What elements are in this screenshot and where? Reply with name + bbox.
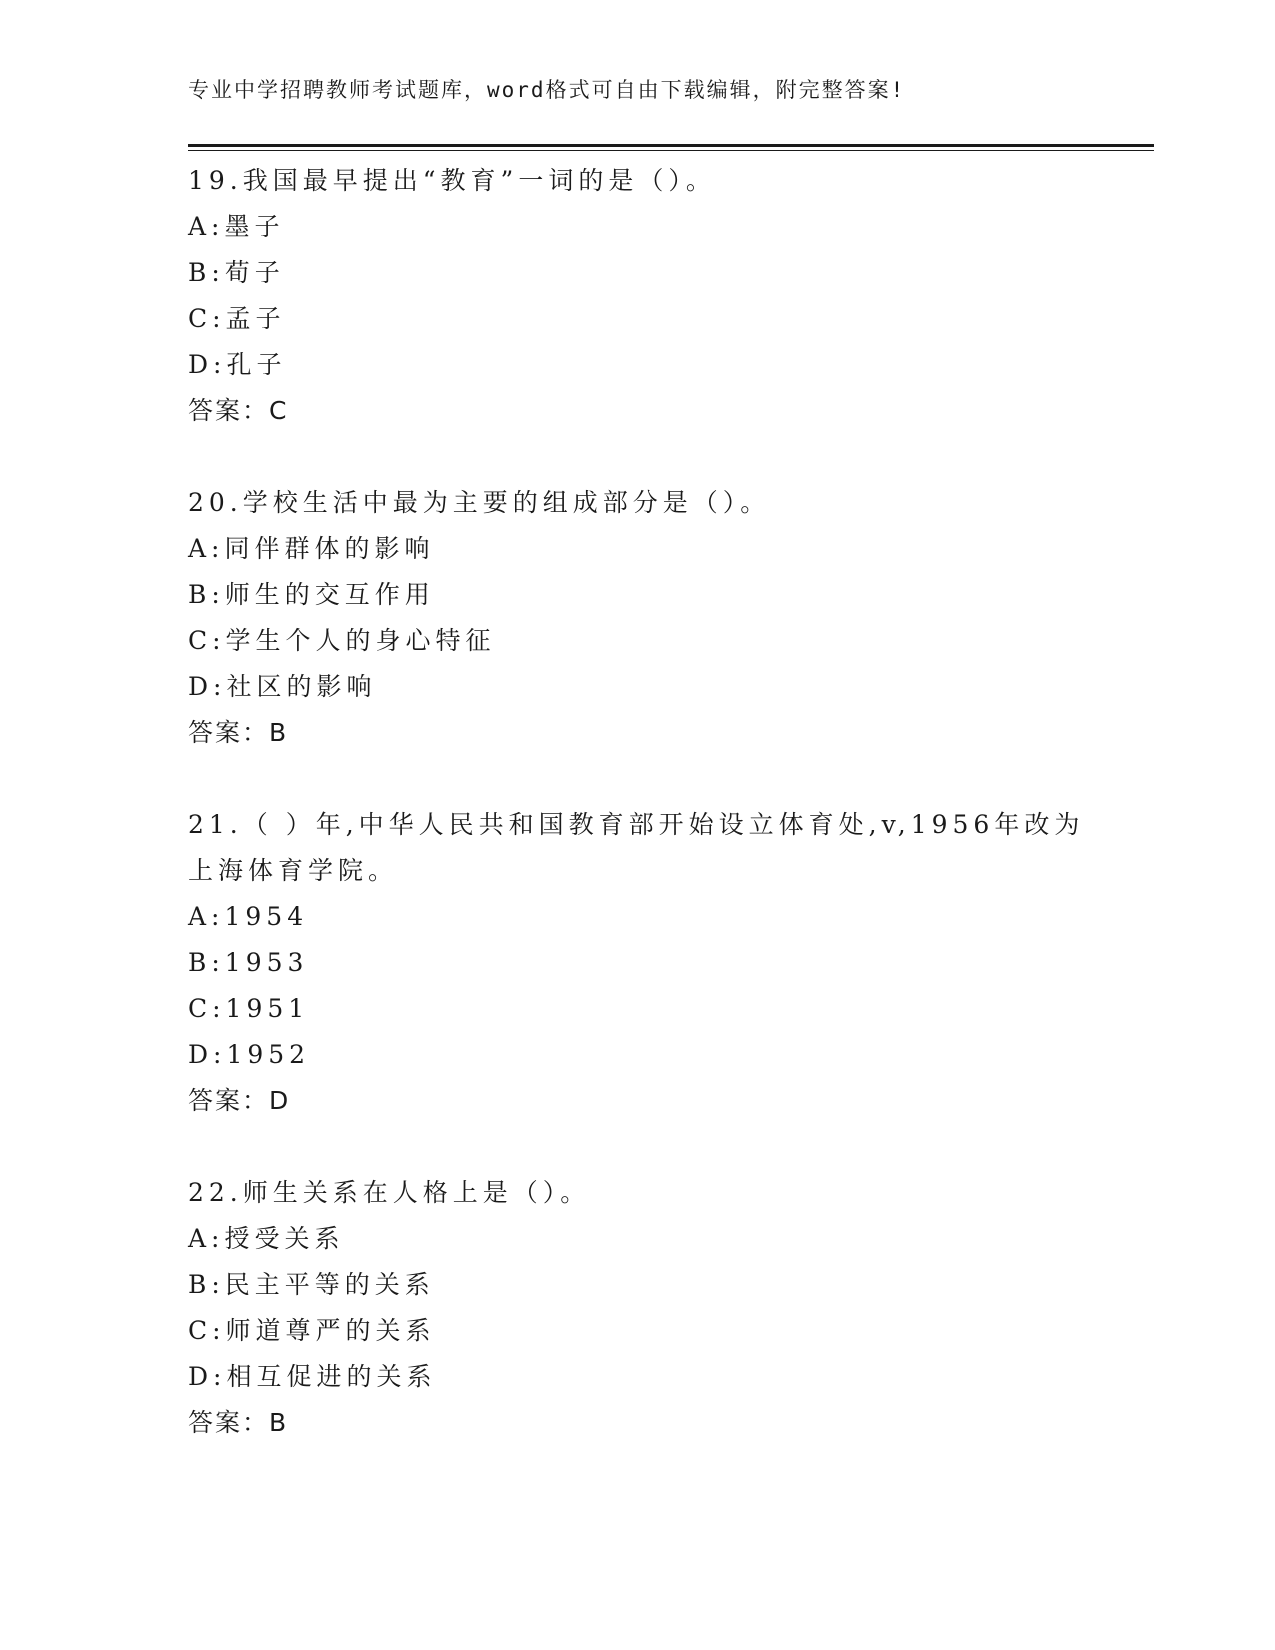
question-stem: 19.我国最早提出“教育”一词的是（）。 <box>188 166 716 195</box>
option-c: C:孟子 <box>188 304 286 333</box>
answer-line: 答案：D <box>188 1086 291 1115</box>
option-a: A:同伴群体的影响 <box>188 534 435 563</box>
header-rule-thin <box>188 150 1154 151</box>
option-b: B:1953 <box>188 948 309 977</box>
option-d: D:1952 <box>188 1040 311 1069</box>
question-stem: 20.学校生活中最为主要的组成部分是（）。 <box>188 488 771 517</box>
answer-line: 答案：B <box>188 1408 289 1437</box>
header-rule-thick <box>188 144 1154 147</box>
document-header: 专业中学招聘教师考试题库，word格式可自由下载编辑，附完整答案! <box>188 78 906 102</box>
question-stem: 21.（ ）年,中华人民共和国教育部开始设立体育处,v,1956年改为上海体育学院。 <box>188 810 1085 885</box>
question-stem: 22.师生关系在人格上是（）。 <box>188 1178 591 1207</box>
question-list <box>188 158 1088 1492</box>
option-c: C:学生个人的身心特征 <box>188 626 496 655</box>
option-b: B:民主平等的关系 <box>188 1270 435 1299</box>
answer-line: 答案：C <box>188 396 289 425</box>
question-22 <box>188 1170 1088 1446</box>
question-19 <box>188 158 1088 434</box>
option-d: D:社区的影响 <box>188 672 377 701</box>
question-21 <box>188 802 1088 1124</box>
option-c: C:1951 <box>188 994 310 1023</box>
option-d: D:孔子 <box>188 350 287 379</box>
option-a: A:1954 <box>188 902 309 931</box>
question-20 <box>188 480 1088 756</box>
option-d: D:相互促进的关系 <box>188 1362 437 1391</box>
option-a: A:授受关系 <box>188 1224 345 1253</box>
option-b: B:荀子 <box>188 258 285 287</box>
option-c: C:师道尊严的关系 <box>188 1316 436 1345</box>
option-b: B:师生的交互作用 <box>188 580 435 609</box>
answer-line: 答案：B <box>188 718 289 747</box>
option-a: A:墨子 <box>188 212 285 241</box>
